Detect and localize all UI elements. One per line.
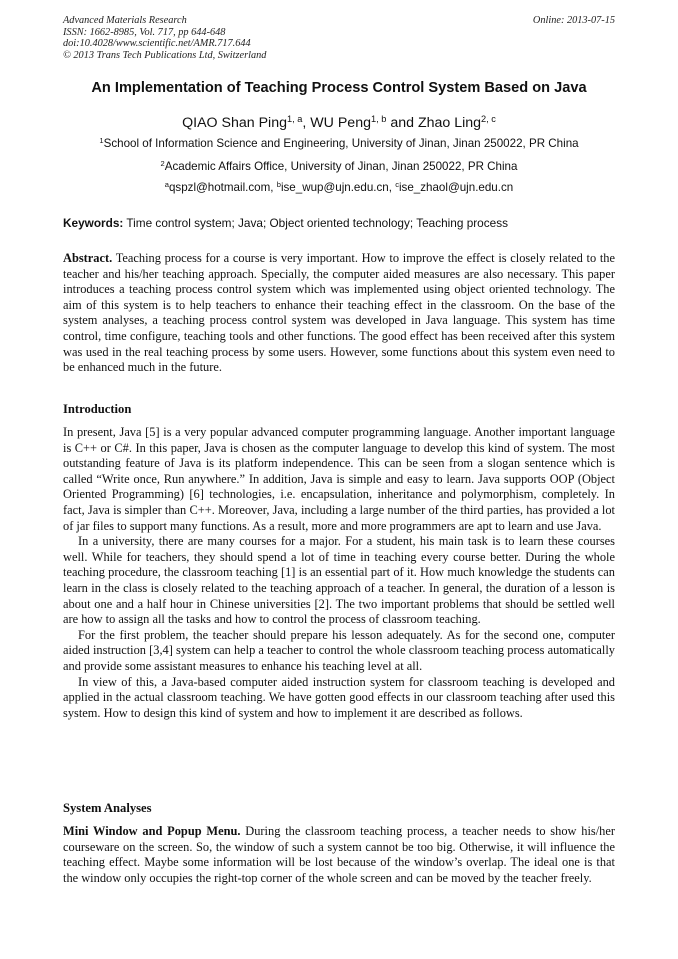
author-affiliation-mark: 2, c <box>481 114 496 125</box>
doi-line: doi:10.4028/www.scientific.net/AMR.717.644 <box>63 38 251 49</box>
online-date: Online: 2013-07-15 <box>532 15 615 26</box>
issn-line: ISSN: 1662-8985, Vol. 717, pp 644-648 <box>63 26 226 38</box>
email-mark: a <box>164 180 169 190</box>
affiliation-1 <box>0 137 678 150</box>
affiliation-text: School of Information Science and Engineering, University of Jinan, Jinan 250022, PR China <box>103 137 579 150</box>
author-affiliation-mark: 1, b <box>370 114 387 125</box>
author-separator: , <box>302 115 311 131</box>
email-address: ise_wup@ujn.edu.cn, <box>280 181 396 194</box>
email-line <box>0 181 678 194</box>
email-address: qspzl@hotmail.com, <box>168 181 277 194</box>
author-separator: and <box>386 115 418 131</box>
affiliation-mark: 2 <box>160 159 165 169</box>
paper-title: An Implementation of Teaching Process Control System Based on Java <box>91 80 587 96</box>
subsection-text: During the classroom teaching process, a teacher needs to show his/her courseware on the screen. So, the window of such a system cannot be too big. Otherwise, it will influence the teaching effect. Maybe some information will be lost because of the window’s overlap. The ideal one is that the window only occupies the right-top corner of the whole screen and can be moved by the teacher freely. <box>63 824 615 885</box>
introduction-body <box>63 425 615 721</box>
paragraph: In a university, there are many courses for a major. For a student, his main task is to learn these courses well. While for teachers, they should spend a lot of time in teaching every course better. During the whole teaching procedure, the classroom teaching [1] is an essential part of it. How much knowledge the students can learn in the class is closely related to the teaching approach of a teacher. In general, the duration of a lesson is about one and a half hour in Chinese universities [2]. The two important problems that should be settled well are how to assign all the tasks and how to control the process of classroom teaching. <box>63 534 615 627</box>
abstract-text: Teaching process for a course is very important. How to improve the effect is closely related to the teacher and his/her teaching approach. Specially, the computer aided measures are also necessary. This paper introduces a teaching process control system which was implemented using object oriented technology. The aim of this system is to help teachers to enhance their teaching effect in the classroom. On the base of the system analyses, a teaching process control system was developed in Java language. This system has time control, time configure, teaching tools and other functions. The good effect has been received after this system was used in the real teaching process by some users. However, some functions about this system even need to be enhanced much in the future. <box>63 251 615 375</box>
section-heading-system-analyses: System Analyses <box>63 801 152 815</box>
author-affiliation-mark: 1, a <box>286 114 303 125</box>
affiliation-mark: 1 <box>99 136 104 146</box>
journal-header <box>63 15 615 61</box>
email-mark: c <box>395 180 399 190</box>
paragraph: In present, Java [5] is a very popular advanced computer programming language. Another important language is C++ or C#. In this paper, Java is chosen as the computer language to develop this kind of system. The most outstanding feature of Java is its platform independence. This can be seen from a slogan sentence which is called “Write once, Run anywhere.” In addition, Java is simple and easy to learn. Java supports OOP (Object Oriented Programming) [6] technologies, i.e. encapsulation, inheritance and polymorphism, completely. In fact, Java is simpler than C++. Moreover, Java, including a large number of the third parties, has provided a lot of jar files to support many functions. As a result, more and more programmers are apt to learn and use Java. <box>63 425 615 533</box>
journal-name: Advanced Materials Research <box>63 15 187 26</box>
paragraph: In view of this, a Java-based computer aided instruction system for classroom teaching is developed and applied in the actual classroom teaching. We have gotten good effects in our classroom teaching after used this system. How to design this kind of system and how to implement it are described as follows. <box>63 674 615 720</box>
author-name: WU Peng <box>310 115 371 131</box>
affiliation-2 <box>0 160 678 173</box>
mini-window-paragraph <box>63 824 615 886</box>
author-name: Zhao Ling <box>417 115 482 131</box>
abstract-label: Abstract. <box>63 251 113 265</box>
paragraph: For the first problem, the teacher should prepare his lesson adequately. As for the second one, computer aided instruction [3,4] system can help a teacher to control the whole classroom teaching process automatically and provide some assistant measures to enhance his teaching level at all. <box>63 627 615 673</box>
subsection-label: Mini Window and Popup Menu. <box>63 824 241 838</box>
keywords <box>63 216 615 230</box>
copyright-line: © 2013 Trans Tech Publications Ltd, Switzerland <box>63 49 267 61</box>
email-address: ise_zhaol@ujn.edu.cn <box>398 181 514 194</box>
email-mark: b <box>276 180 281 190</box>
keywords-label: Keywords: <box>63 216 124 230</box>
abstract <box>63 251 615 376</box>
affiliation-text: Academic Affairs Office, University of Jinan, Jinan 250022, PR China <box>164 160 518 173</box>
author-list <box>0 115 678 131</box>
author-name: QIAO Shan Ping <box>182 115 287 131</box>
keywords-text: Time control system; Java; Object oriented technology; Teaching process <box>123 216 508 230</box>
section-heading-introduction: Introduction <box>63 402 132 416</box>
